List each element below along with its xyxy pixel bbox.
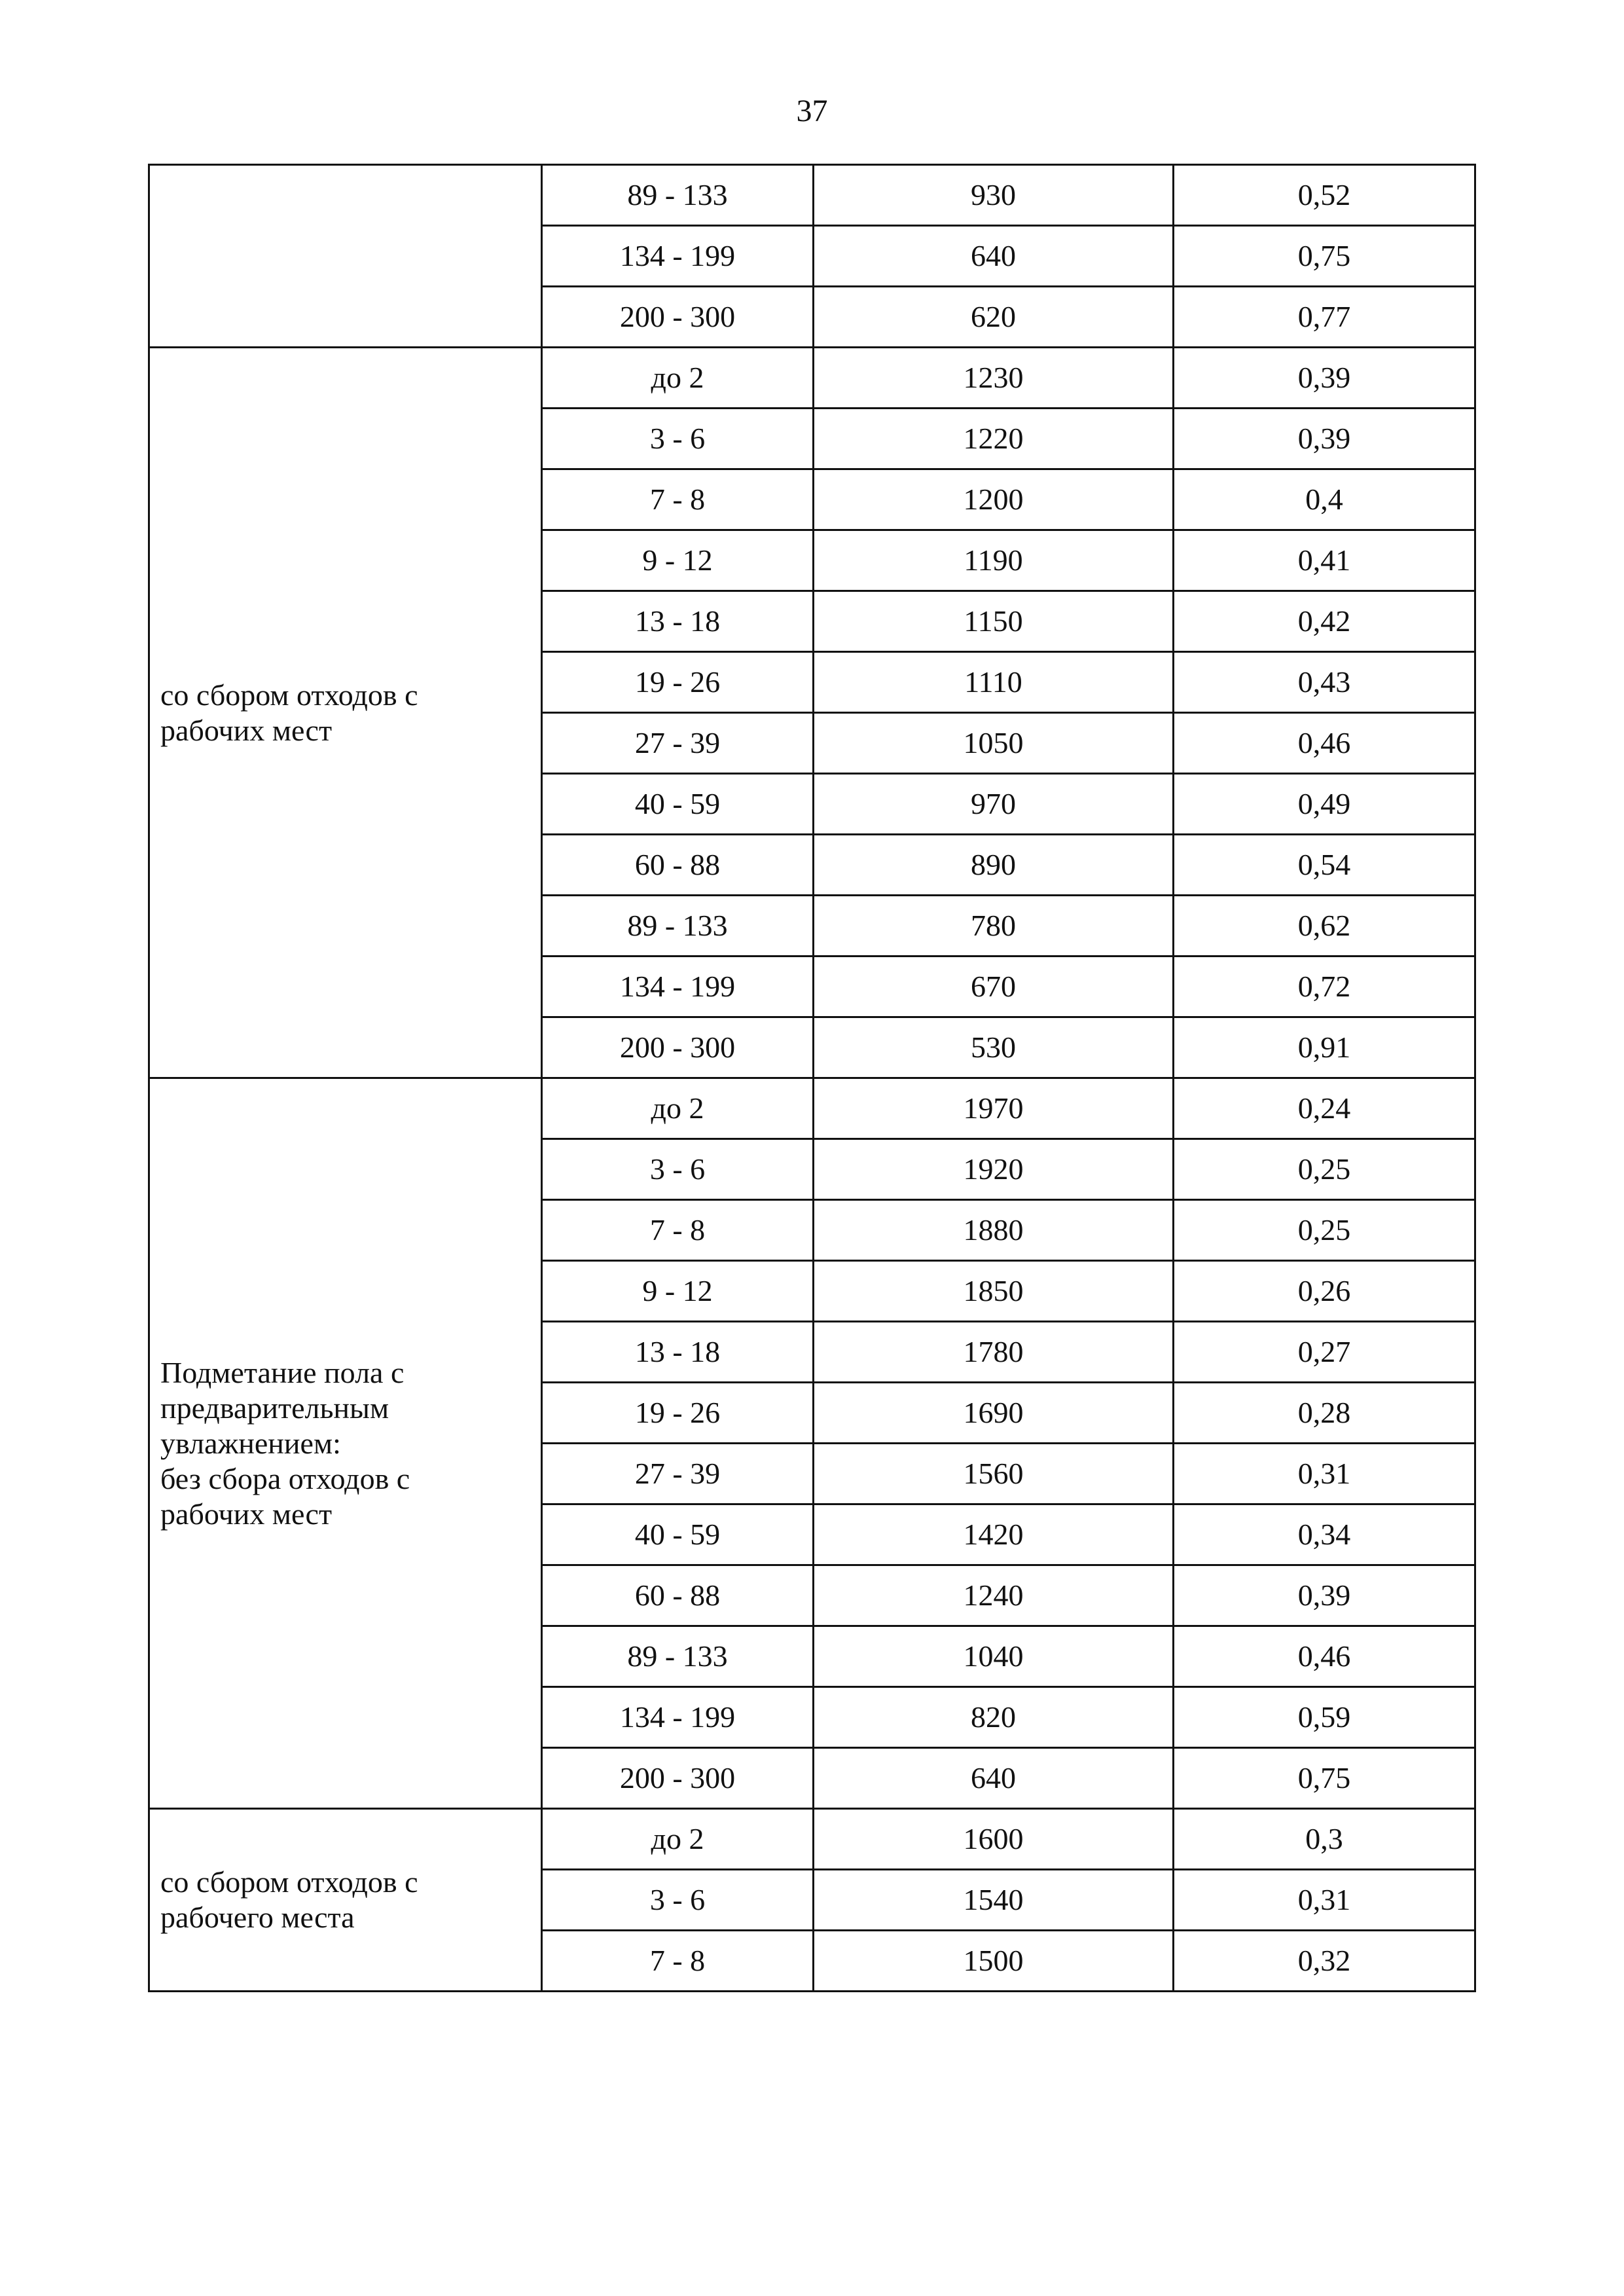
- range-cell: 89 - 133: [542, 1626, 814, 1687]
- range-cell: 60 - 88: [542, 1565, 814, 1626]
- range-cell: 40 - 59: [542, 774, 814, 835]
- range-cell: 3 - 6: [542, 1870, 814, 1931]
- range-cell: 134 - 199: [542, 1687, 814, 1748]
- rate-cell: 0,46: [1174, 1626, 1475, 1687]
- norms-table-body: [149, 165, 1475, 1992]
- work-type-label: со сбором отходов с рабочих мест: [160, 678, 418, 747]
- norm-cell: 1150: [814, 591, 1174, 652]
- rate-cell: 0,32: [1174, 1931, 1475, 1992]
- norms-table: [148, 164, 1476, 1992]
- rate-cell: 0,34: [1174, 1504, 1475, 1565]
- norm-cell: 1110: [814, 652, 1174, 713]
- range-cell: 7 - 8: [542, 1931, 814, 1992]
- work-type-label: Подметание пола с предварительным увлажнением: без сбора отходов с рабочих мест: [160, 1355, 410, 1531]
- rate-cell: 0,49: [1174, 774, 1475, 835]
- rate-cell: 0,4: [1174, 469, 1475, 530]
- range-cell: 200 - 300: [542, 1017, 814, 1078]
- table-row: [149, 348, 1475, 409]
- range-cell: 200 - 300: [542, 287, 814, 348]
- range-cell: 134 - 199: [542, 957, 814, 1017]
- rate-cell: 0,25: [1174, 1200, 1475, 1261]
- norm-cell: 640: [814, 226, 1174, 287]
- range-cell: 60 - 88: [542, 835, 814, 896]
- rate-cell: 0,77: [1174, 287, 1475, 348]
- rate-cell: 0,28: [1174, 1383, 1475, 1444]
- norm-cell: 1560: [814, 1444, 1174, 1504]
- range-cell: 89 - 133: [542, 165, 814, 226]
- norm-cell: 1780: [814, 1322, 1174, 1383]
- rate-cell: 0,75: [1174, 226, 1475, 287]
- rate-cell: 0,26: [1174, 1261, 1475, 1322]
- rate-cell: 0,43: [1174, 652, 1475, 713]
- rate-cell: 0,46: [1174, 713, 1475, 774]
- norm-cell: 780: [814, 896, 1174, 957]
- range-cell: 27 - 39: [542, 1444, 814, 1504]
- norm-cell: 1040: [814, 1626, 1174, 1687]
- rate-cell: 0,59: [1174, 1687, 1475, 1748]
- range-cell: 9 - 12: [542, 530, 814, 591]
- rate-cell: 0,62: [1174, 896, 1475, 957]
- norm-cell: 1850: [814, 1261, 1174, 1322]
- range-cell: 7 - 8: [542, 1200, 814, 1261]
- norm-cell: 1500: [814, 1931, 1174, 1992]
- rate-cell: 0,27: [1174, 1322, 1475, 1383]
- rate-cell: 0,25: [1174, 1139, 1475, 1200]
- norm-cell: 1970: [814, 1078, 1174, 1139]
- rate-cell: 0,39: [1174, 409, 1475, 469]
- page-number: 37: [796, 94, 828, 128]
- rate-cell: 0,42: [1174, 591, 1475, 652]
- norm-cell: 930: [814, 165, 1174, 226]
- range-cell: 19 - 26: [542, 652, 814, 713]
- rate-cell: 0,41: [1174, 530, 1475, 591]
- range-cell: 9 - 12: [542, 1261, 814, 1322]
- norm-cell: 970: [814, 774, 1174, 835]
- norm-cell: 820: [814, 1687, 1174, 1748]
- rate-cell: 0,39: [1174, 1565, 1475, 1626]
- rate-cell: 0,72: [1174, 957, 1475, 1017]
- range-cell: 27 - 39: [542, 713, 814, 774]
- range-cell: 89 - 133: [542, 896, 814, 957]
- norm-cell: 1200: [814, 469, 1174, 530]
- rate-cell: 0,31: [1174, 1870, 1475, 1931]
- norm-cell: 530: [814, 1017, 1174, 1078]
- norm-cell: 1920: [814, 1139, 1174, 1200]
- norm-cell: 1230: [814, 348, 1174, 409]
- range-cell: 3 - 6: [542, 1139, 814, 1200]
- work-type-cell: [149, 165, 542, 348]
- table-row: [149, 165, 1475, 226]
- rate-cell: 0,39: [1174, 348, 1475, 409]
- rate-cell: 0,24: [1174, 1078, 1475, 1139]
- rate-cell: 0,75: [1174, 1748, 1475, 1809]
- range-cell: 19 - 26: [542, 1383, 814, 1444]
- range-cell: до 2: [542, 348, 814, 409]
- range-cell: 134 - 199: [542, 226, 814, 287]
- range-cell: 3 - 6: [542, 409, 814, 469]
- rate-cell: 0,54: [1174, 835, 1475, 896]
- range-cell: 13 - 18: [542, 591, 814, 652]
- range-cell: 13 - 18: [542, 1322, 814, 1383]
- range-cell: 7 - 8: [542, 469, 814, 530]
- norm-cell: 1190: [814, 530, 1174, 591]
- norm-cell: 1880: [814, 1200, 1174, 1261]
- norm-cell: 1690: [814, 1383, 1174, 1444]
- norm-cell: 1240: [814, 1565, 1174, 1626]
- norm-cell: 1600: [814, 1809, 1174, 1870]
- rate-cell: 0,91: [1174, 1017, 1475, 1078]
- norm-cell: 620: [814, 287, 1174, 348]
- range-cell: до 2: [542, 1078, 814, 1139]
- norm-cell: 1050: [814, 713, 1174, 774]
- norm-cell: 890: [814, 835, 1174, 896]
- norm-cell: 1420: [814, 1504, 1174, 1565]
- work-type-label: со сбором отходов с рабочего места: [160, 1865, 418, 1934]
- range-cell: до 2: [542, 1809, 814, 1870]
- norm-cell: 670: [814, 957, 1174, 1017]
- work-type-cell: [149, 348, 542, 1078]
- rate-cell: 0,52: [1174, 165, 1475, 226]
- norm-cell: 640: [814, 1748, 1174, 1809]
- rate-cell: 0,31: [1174, 1444, 1475, 1504]
- work-type-cell: [149, 1809, 542, 1992]
- table-row: [149, 1078, 1475, 1139]
- range-cell: 40 - 59: [542, 1504, 814, 1565]
- range-cell: 200 - 300: [542, 1748, 814, 1809]
- work-type-cell: [149, 1078, 542, 1809]
- rate-cell: 0,3: [1174, 1809, 1475, 1870]
- norm-cell: 1220: [814, 409, 1174, 469]
- table-row: [149, 1809, 1475, 1870]
- norm-cell: 1540: [814, 1870, 1174, 1931]
